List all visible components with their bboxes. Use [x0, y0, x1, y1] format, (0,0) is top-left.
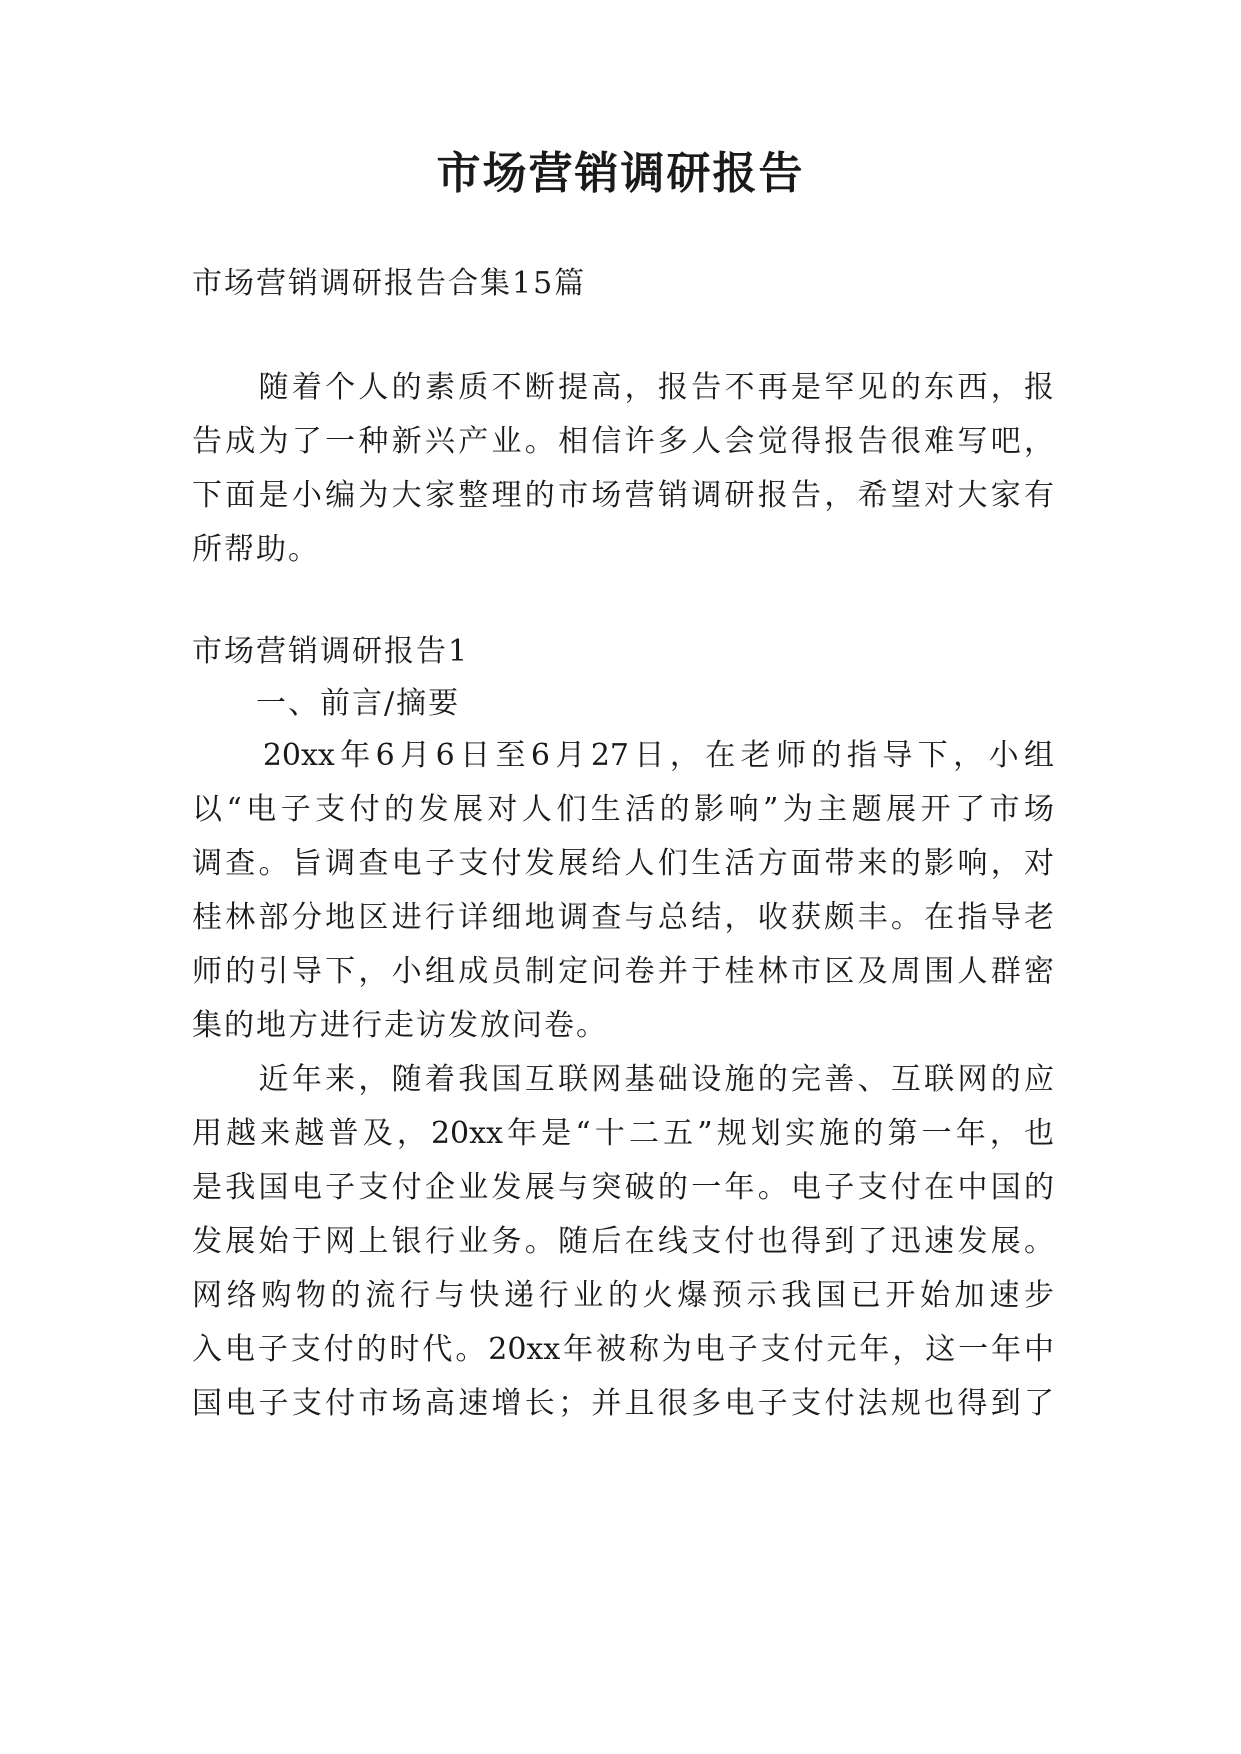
paragraph-line: 是我国电子支付企业发展与突破的一年。电子支付在中国的 — [192, 1170, 1054, 1205]
intro-line: 下面是小编为大家整理的市场营销调研报告，希望对大家有 — [192, 478, 1054, 513]
paragraph-line: 20xx年6月6日至6月27日，在老师的指导下，小组 — [192, 738, 1054, 773]
intro-line: 告成为了一种新兴产业。相信许多人会觉得报告很难写吧， — [192, 424, 1054, 459]
document-subtitle: 市场营销调研报告合集15篇 — [192, 266, 587, 301]
paragraph-line: 桂林部分地区进行详细地调查与总结，收获颇丰。在指导老 — [192, 900, 1054, 935]
intro-line: 随着个人的素质不断提高，报告不再是罕见的东西，报 — [192, 370, 1054, 405]
paragraph-line: 近年来，随着我国互联网基础设施的完善、互联网的应 — [192, 1062, 1054, 1097]
paragraph-line: 用越来越普及，20xx年是“十二五”规划实施的第一年，也 — [192, 1116, 1054, 1151]
paragraph-line: 师的引导下，小组成员制定问卷并于桂林市区及周围人群密 — [192, 954, 1054, 989]
paragraph-line: 国电子支付市场高速增长；并且很多电子支付法规也得到了 — [192, 1386, 1054, 1421]
subsection-heading: 一、前言/摘要 — [192, 686, 461, 721]
intro-line: 所帮助。 — [192, 532, 320, 567]
paragraph-line: 发展始于网上银行业务。随后在线支付也得到了迅速发展。 — [192, 1224, 1054, 1259]
paragraph-line: 入电子支付的时代。20xx年被称为电子支付元年，这一年中 — [192, 1332, 1054, 1367]
section-heading: 市场营销调研报告1 — [192, 634, 470, 669]
paragraph-line: 以“电子支付的发展对人们生活的影响”为主题展开了市场 — [192, 792, 1054, 827]
paragraph-line: 调查。旨调查电子支付发展给人们生活方面带来的影响，对 — [192, 846, 1054, 881]
paragraph-line: 网络购物的流行与快递行业的火爆预示我国已开始加速步 — [192, 1278, 1054, 1313]
document-title: 市场营销调研报告 — [436, 148, 805, 199]
paragraph-line: 集的地方进行走访发放问卷。 — [192, 1008, 608, 1043]
